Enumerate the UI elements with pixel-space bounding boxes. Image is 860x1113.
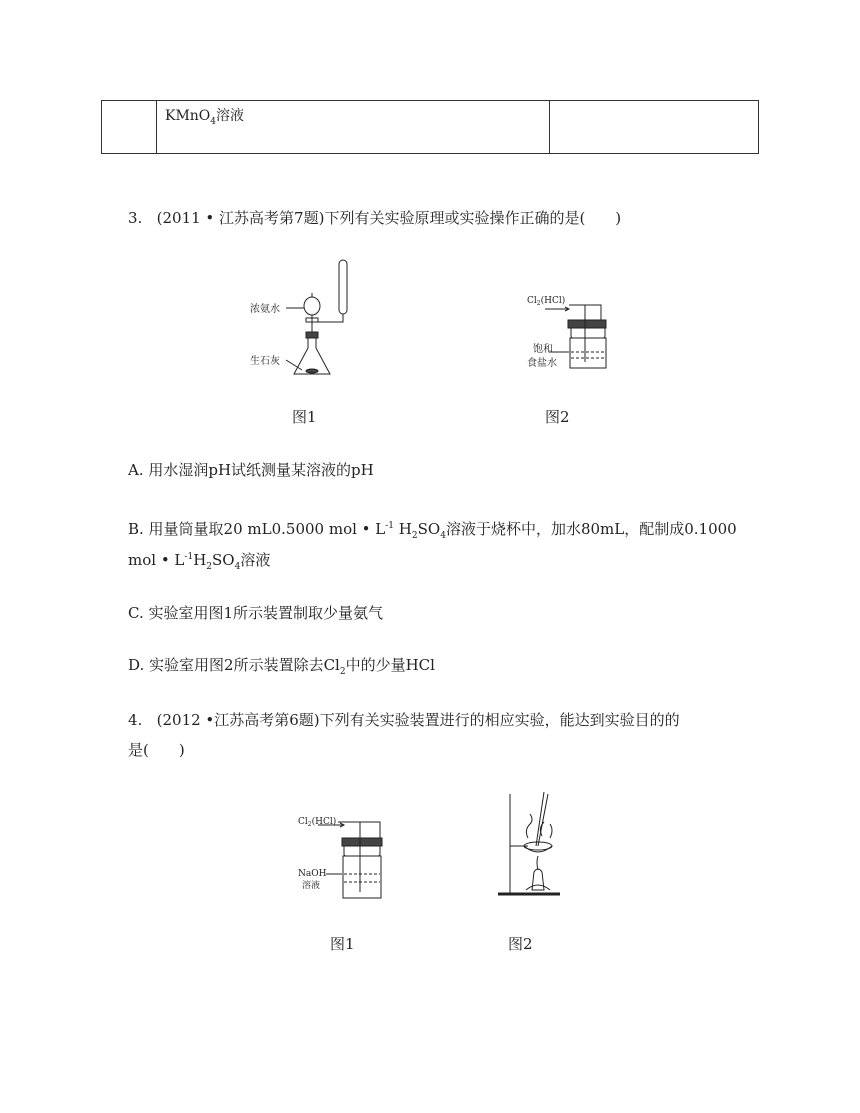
q3-heading	[128, 208, 621, 228]
q3-fig2-caption: 图2	[545, 408, 570, 426]
q3-option-b-line1: B. 用量筒量取20 mL0.5000 mol • $L^{-1}$ $H_2SO_4$溶液于烧杯中，加水80mL，配制成0.1000	[128, 520, 737, 541]
q4-stem-line2: 是( )	[128, 741, 185, 759]
q3-option-c: C. 实验室用图1所示装置制取少量氨气	[128, 604, 384, 622]
q3-fig1-caption: 图1	[292, 408, 317, 426]
q3-fig1-label-bottom: 生石灰	[250, 356, 280, 367]
q3-fig1-apparatus	[250, 256, 370, 381]
table-cell-reagent: KMnO$_4$溶液	[157, 101, 550, 154]
q3-fig2-label-liquid-1: 饱和	[533, 344, 553, 355]
table-fragment	[101, 100, 759, 154]
q3-option-b-line2: mol • $L^{-1}H_2SO_4$溶液	[128, 551, 271, 572]
q4-fig2-apparatus	[494, 790, 564, 900]
q4-fig1-label-liquid-2: 溶液	[302, 881, 321, 891]
q4-fig1-label-gas: $Cl_2(HCl)$	[298, 817, 337, 828]
q4-fig2-caption: 图2	[508, 935, 533, 953]
q3-source: (2011 • 江苏高考第7题)	[156, 209, 325, 227]
q3-fig2-apparatus	[525, 290, 615, 375]
q3-fig1-label-top: 浓氨水	[250, 304, 280, 315]
table-cell-empty-right	[550, 101, 759, 154]
q3-option-d: D. 实验室用图2所示装置除去$Cl_2$中的少量HCl	[128, 656, 435, 677]
q4-heading	[128, 710, 680, 730]
q3-stem: 下列有关实验原理或实验操作正确的是( )	[324, 209, 622, 227]
q4-number: 4.	[128, 711, 143, 729]
q4-fig1-apparatus	[296, 812, 396, 902]
q3-fig2-label-liquid-2: 食盐水	[527, 358, 557, 369]
q4-stem: 下列有关实验装置进行的相应实验，能达到实验目的的	[319, 711, 680, 729]
q3-number: 3.	[128, 209, 143, 227]
q4-fig1-caption: 图1	[330, 935, 355, 953]
q4-source: (2012 •江苏高考第6题)	[156, 711, 320, 729]
q3-option-a: A. 用水湿润pH试纸测量某溶液的pH	[128, 461, 374, 479]
q4-fig1-label-liquid-1: NaOH	[298, 869, 327, 879]
table-cell-empty-left	[102, 101, 157, 154]
q3-fig2-label-gas: $Cl_2(HCl)$	[527, 296, 566, 307]
